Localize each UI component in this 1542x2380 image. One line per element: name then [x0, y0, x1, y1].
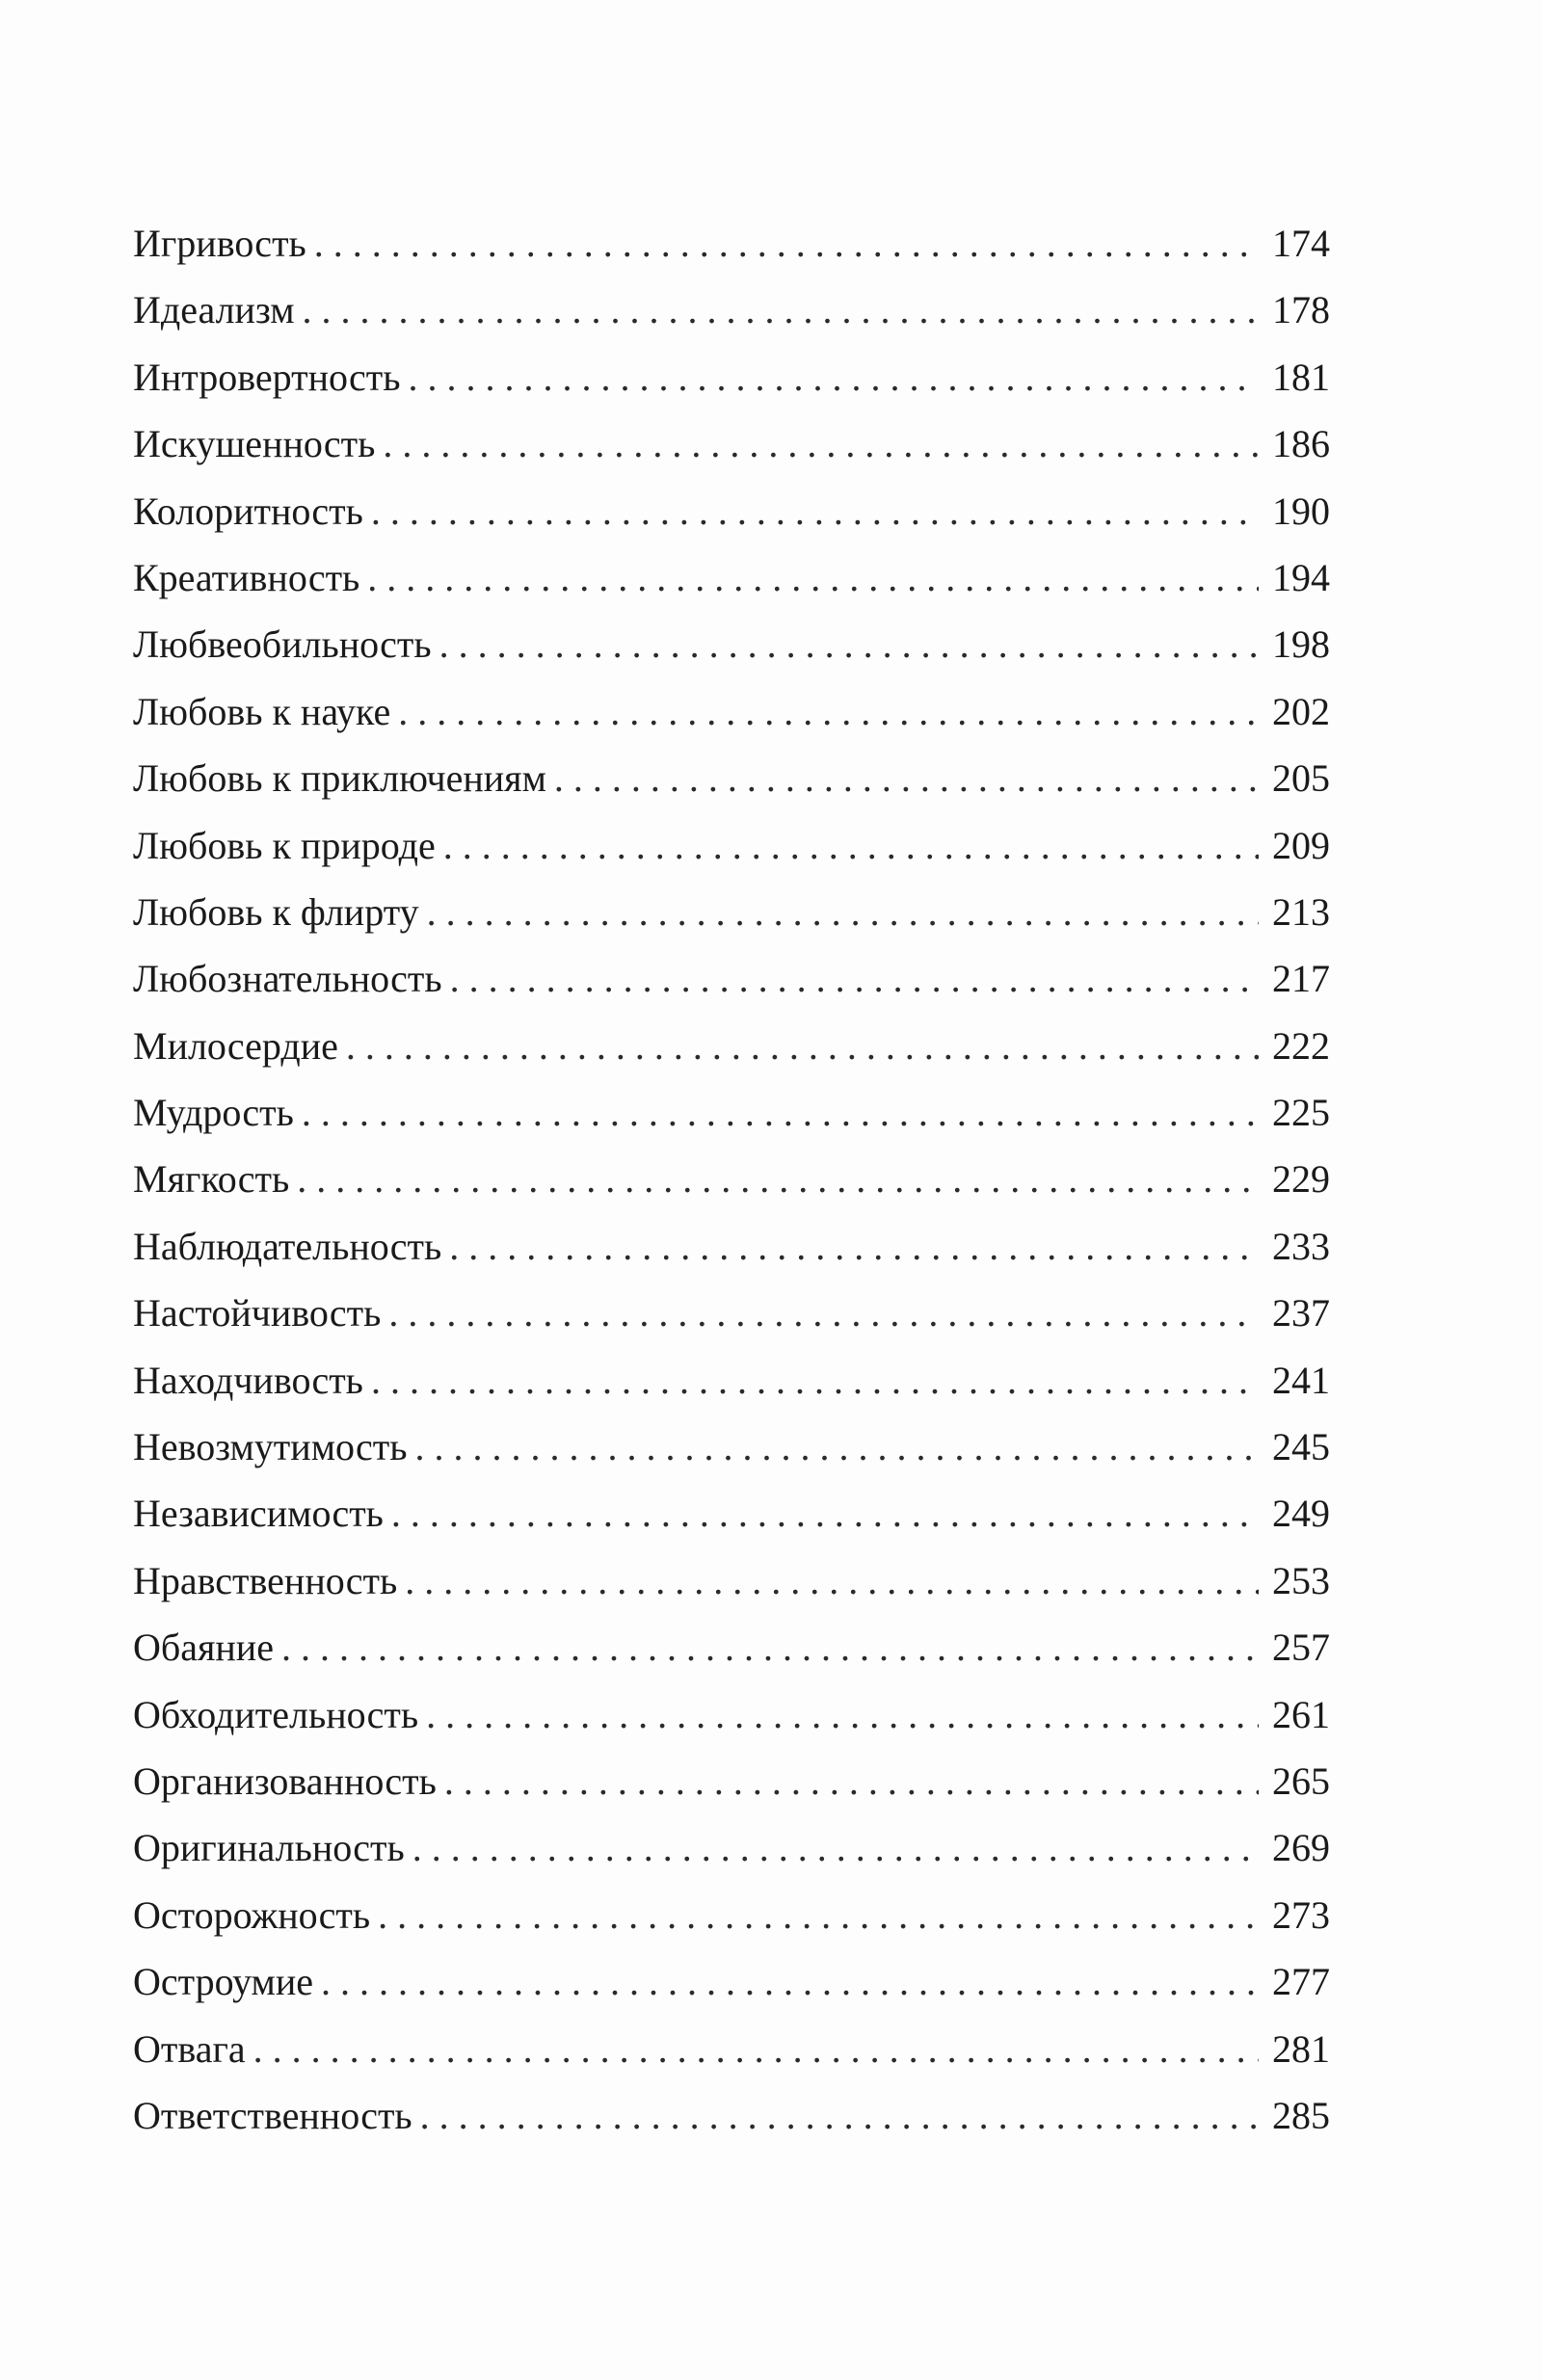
- dot-leader: [388, 1280, 1259, 1346]
- toc-entry-page: 205: [1272, 756, 1330, 801]
- toc-entry-title: Обаяние: [133, 1626, 274, 1670]
- dot-leader: [371, 478, 1259, 544]
- toc-entry-title: Колоритность: [133, 489, 363, 533]
- toc-entry-title: Любовь к природе: [133, 823, 436, 867]
- dot-leader: [321, 1948, 1259, 2015]
- dot-leader: [405, 1547, 1259, 1614]
- toc-entry-page: 249: [1272, 1492, 1330, 1536]
- toc-entry: [133, 1013, 1330, 1079]
- toc-entry: [133, 1480, 1330, 1547]
- toc-entry-title: Невозмутимость: [133, 1425, 408, 1469]
- toc-entry-title: Ответственность: [133, 2093, 412, 2137]
- toc-entry: [133, 945, 1330, 1012]
- toc-entry: [133, 1547, 1330, 1614]
- toc-entry-page: 217: [1272, 957, 1330, 1001]
- dot-leader: [281, 1614, 1259, 1680]
- toc-entry: [133, 1882, 1330, 1948]
- dot-leader: [303, 277, 1260, 343]
- toc-entry-page: 265: [1272, 1759, 1330, 1803]
- toc-entry-page: 198: [1272, 622, 1330, 667]
- dot-leader: [367, 544, 1259, 611]
- dot-leader: [427, 879, 1259, 945]
- toc-entry: [133, 410, 1330, 477]
- dot-leader: [554, 745, 1259, 811]
- dot-leader: [412, 1814, 1259, 1881]
- toc-entry-page: 277: [1272, 1960, 1330, 2004]
- toc-entry-page: 229: [1272, 1157, 1330, 1202]
- toc-entry-title: Остроумие: [133, 1960, 314, 2004]
- toc-entry-title: Настойчивость: [133, 1291, 382, 1335]
- toc-entry-title: Находчивость: [133, 1358, 363, 1402]
- dot-leader: [443, 812, 1259, 879]
- toc-entry-page: 281: [1272, 2026, 1330, 2071]
- toc-entry: [133, 879, 1330, 945]
- dot-leader: [297, 1146, 1259, 1212]
- toc-entry-title: Обходительность: [133, 1692, 419, 1736]
- toc-entry-page: 225: [1272, 1091, 1330, 1135]
- toc-entry-title: Организованность: [133, 1759, 437, 1803]
- dot-leader: [302, 1079, 1259, 1146]
- toc-entry: [133, 1614, 1330, 1680]
- toc-entry-title: Мудрость: [133, 1091, 294, 1135]
- toc-entry-page: 178: [1272, 288, 1330, 332]
- toc-entry-title: Любовь к флирту: [133, 889, 419, 934]
- toc-entry-title: Оригинальность: [133, 1826, 405, 1870]
- dot-leader: [398, 678, 1259, 745]
- toc-entry: [133, 478, 1330, 544]
- toc-entry-page: 209: [1272, 823, 1330, 867]
- toc-entry-title: Любвеобильность: [133, 622, 432, 667]
- dot-leader: [371, 1347, 1259, 1414]
- dot-leader: [450, 945, 1259, 1012]
- toc-entry-title: Любовь к науке: [133, 689, 391, 733]
- toc-entry-page: 194: [1272, 555, 1330, 599]
- toc-entry: [133, 1213, 1330, 1280]
- toc-entry-page: 222: [1272, 1023, 1330, 1068]
- toc-entry-title: Идеализм: [133, 288, 295, 332]
- toc-entry: [133, 344, 1330, 410]
- toc-entry: [133, 2082, 1330, 2149]
- toc-entry: [133, 277, 1330, 343]
- dot-leader: [444, 1748, 1259, 1814]
- toc-entry-page: 253: [1272, 1558, 1330, 1602]
- toc-entry: [133, 611, 1330, 677]
- toc-entry-page: 237: [1272, 1291, 1330, 1335]
- toc-entry-title: Милосердие: [133, 1023, 338, 1068]
- toc-entry-page: 285: [1272, 2093, 1330, 2137]
- toc-entry-title: Мягкость: [133, 1157, 290, 1202]
- toc-entry: [133, 210, 1330, 277]
- toc-entry: [133, 1347, 1330, 1414]
- toc-entry-page: 261: [1272, 1692, 1330, 1736]
- toc-entry-page: 245: [1272, 1425, 1330, 1469]
- toc-entry-page: 257: [1272, 1626, 1330, 1670]
- dot-leader: [449, 1213, 1259, 1280]
- toc-entry-title: Наблюдательность: [133, 1224, 442, 1268]
- toc-entry-page: 181: [1272, 355, 1330, 399]
- dot-leader: [426, 1681, 1259, 1748]
- toc-entry-title: Осторожность: [133, 1892, 371, 1937]
- toc-entry: [133, 1146, 1330, 1212]
- toc-entry-title: Независимость: [133, 1492, 384, 1536]
- dot-leader: [346, 1013, 1259, 1079]
- toc-entry-page: 269: [1272, 1826, 1330, 1870]
- toc-entry: [133, 1414, 1330, 1480]
- toc-entry-page: 233: [1272, 1224, 1330, 1268]
- toc-entry: [133, 2016, 1330, 2082]
- toc-entry-title: Любовь к приключениям: [133, 756, 546, 801]
- toc-entry-title: Искушенность: [133, 422, 376, 466]
- toc-entry-title: Креативность: [133, 555, 360, 599]
- toc-entry: [133, 1748, 1330, 1814]
- toc-entry-page: 186: [1272, 422, 1330, 466]
- toc-entry: [133, 1280, 1330, 1346]
- toc-entry-page: 273: [1272, 1892, 1330, 1937]
- dot-leader: [439, 611, 1259, 677]
- toc-entry-title: Любознательность: [133, 957, 442, 1001]
- toc-entry-title: Игривость: [133, 222, 306, 265]
- dot-leader: [409, 344, 1260, 410]
- toc-entry: [133, 1814, 1330, 1881]
- dot-leader: [414, 1414, 1259, 1480]
- toc-entry-title: Нравственность: [133, 1558, 398, 1602]
- dot-leader: [420, 2082, 1259, 2149]
- toc-entry-page: 202: [1272, 689, 1330, 733]
- toc-entry-title: Интровертность: [133, 355, 401, 399]
- toc-entry: [133, 678, 1330, 745]
- toc-entry-page: 213: [1272, 889, 1330, 934]
- toc-entry: [133, 812, 1330, 879]
- dot-leader: [391, 1480, 1259, 1547]
- toc-entry: [133, 544, 1330, 611]
- dot-leader: [378, 1882, 1259, 1948]
- toc-entry: [133, 745, 1330, 811]
- toc-entry-title: Отвага: [133, 2026, 246, 2071]
- toc-entry: [133, 1079, 1330, 1146]
- toc-entry-page: 241: [1272, 1358, 1330, 1402]
- dot-leader: [383, 410, 1259, 477]
- table-of-contents: [133, 210, 1330, 2149]
- toc-entry: [133, 1948, 1330, 2015]
- toc-entry-page: 190: [1272, 489, 1330, 533]
- toc-entry-page: 174: [1272, 222, 1330, 265]
- dot-leader: [314, 210, 1259, 277]
- toc-entry: [133, 1681, 1330, 1748]
- dot-leader: [253, 2016, 1259, 2082]
